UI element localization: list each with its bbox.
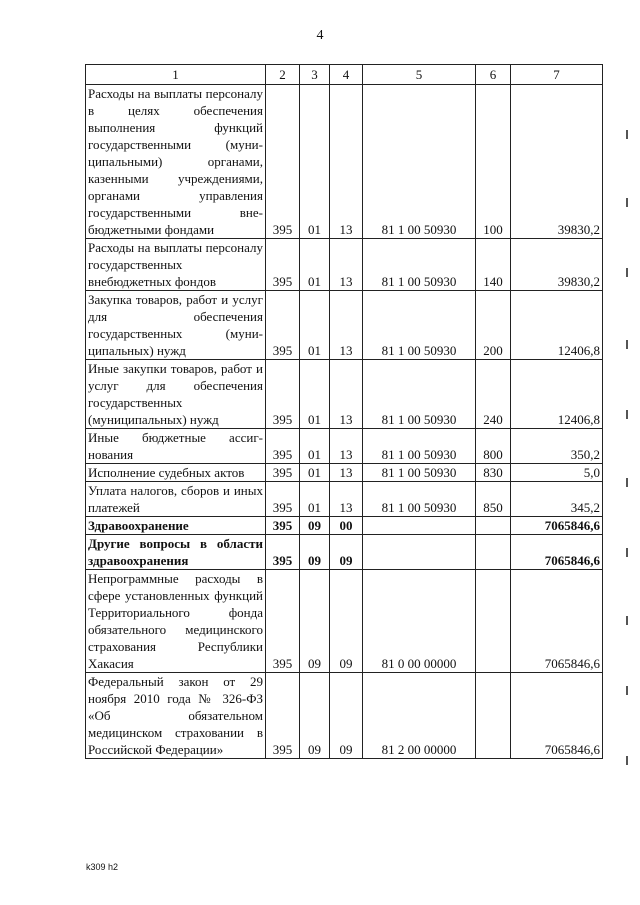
expense-type-cell: 240 [476,360,511,429]
chapter-code-cell: 01 [300,85,330,239]
table-row [86,291,603,360]
expense-type-cell: 100 [476,85,511,239]
expense-type-cell [476,517,511,535]
expense-type-cell [476,535,511,570]
scan-margin-mark [626,686,628,695]
subsection-code-cell: 13 [330,429,363,464]
scan-margin-mark [626,130,628,139]
target-article-cell [363,517,476,535]
table-row [86,239,603,291]
scan-margin-mark [626,198,628,207]
header-cell: 7 [511,65,603,85]
amount-cell: 350,2 [511,429,603,464]
target-article-cell: 81 1 00 50930 [363,239,476,291]
table-row [86,429,603,464]
scan-margin-mark [626,340,628,349]
row-name-cell: Расходы на выплаты персоналу государственных внебюджетных фондов [86,239,266,291]
subsection-code-cell: 13 [330,291,363,360]
table-row [86,482,603,517]
table-row [86,517,603,535]
chapter-code-cell: 01 [300,360,330,429]
row-name-cell: Исполнение судебных актов [86,464,266,482]
expense-type-cell [476,570,511,673]
row-name-cell: Здравоохранение [86,517,266,535]
header-cell: 5 [363,65,476,85]
section-code-cell: 395 [266,429,300,464]
table-row [86,85,603,239]
amount-cell: 7065846,6 [511,535,603,570]
row-name-cell: Федеральный закон от 29 ноября 2010 года № 326-ФЗ «Об обязательном медицинском страховании в Российской Федерации» [86,673,266,759]
expense-type-cell: 850 [476,482,511,517]
chapter-code-cell: 01 [300,429,330,464]
row-name-cell: Уплата налогов, сборов и иных платежей [86,482,266,517]
subsection-code-cell: 13 [330,482,363,517]
section-code-cell: 395 [266,517,300,535]
target-article-cell: 81 1 00 50930 [363,482,476,517]
footer-document-code: k309 h2 [86,862,119,872]
row-name-cell: Непрограммные расходы в сфере установленных функций Территориального фонда обязательного медицинского страхования Республики Хакасия [86,570,266,673]
target-article-cell: 81 2 00 00000 [363,673,476,759]
target-article-cell: 81 1 00 50930 [363,360,476,429]
subsection-code-cell: 13 [330,360,363,429]
amount-cell: 12406,8 [511,360,603,429]
chapter-code-cell: 09 [300,570,330,673]
expense-type-cell: 830 [476,464,511,482]
section-code-cell: 395 [266,464,300,482]
amount-cell: 39830,2 [511,239,603,291]
scan-margin-mark [626,756,628,765]
table-header-row [86,65,603,85]
scan-margin-mark [626,268,628,277]
chapter-code-cell: 09 [300,673,330,759]
target-article-cell: 81 1 00 50930 [363,85,476,239]
table-row [86,464,603,482]
header-cell: 4 [330,65,363,85]
target-article-cell: 81 1 00 50930 [363,429,476,464]
table-row [86,673,603,759]
table-row [86,535,603,570]
page-number: 4 [316,28,324,43]
subsection-code-cell: 13 [330,85,363,239]
target-article-cell [363,535,476,570]
header-cell: 1 [86,65,266,85]
row-name-cell: Иные закупки товаров, работ и услуг для обеспечения государственных (муниципальных) нужд [86,360,266,429]
target-article-cell: 81 1 00 50930 [363,291,476,360]
amount-cell: 12406,8 [511,291,603,360]
table-row [86,360,603,429]
chapter-code-cell: 01 [300,464,330,482]
section-code-cell: 395 [266,291,300,360]
amount-cell: 7065846,6 [511,673,603,759]
subsection-code-cell: 13 [330,239,363,291]
subsection-code-cell: 09 [330,535,363,570]
scan-margin-mark [626,478,628,487]
chapter-code-cell: 09 [300,535,330,570]
subsection-code-cell: 13 [330,464,363,482]
row-name-cell: Другие вопросы в области здравоохранения [86,535,266,570]
section-code-cell: 395 [266,360,300,429]
amount-cell: 5,0 [511,464,603,482]
chapter-code-cell: 01 [300,239,330,291]
expense-type-cell: 140 [476,239,511,291]
scan-margin-mark [626,410,628,419]
expense-type-cell: 800 [476,429,511,464]
chapter-code-cell: 09 [300,517,330,535]
scan-margin-mark [626,616,628,625]
section-code-cell: 395 [266,482,300,517]
row-name-cell: Иные бюджетные ассигнования [86,429,266,464]
target-article-cell: 81 1 00 50930 [363,464,476,482]
chapter-code-cell: 01 [300,482,330,517]
section-code-cell: 395 [266,535,300,570]
section-code-cell: 395 [266,85,300,239]
scan-margin-mark [626,548,628,557]
row-name-cell: Расходы на выплаты персоналу в целях обеспечения выполнения функций государственными (муниципальными) органами, казенными учреждениями, органами управления государственными внебюджетными фондами [86,85,266,239]
amount-cell: 39830,2 [511,85,603,239]
section-code-cell: 395 [266,673,300,759]
table-row [86,570,603,673]
expense-type-cell: 200 [476,291,511,360]
chapter-code-cell: 01 [300,291,330,360]
budget-table [85,64,603,759]
section-code-cell: 395 [266,570,300,673]
amount-cell: 7065846,6 [511,570,603,673]
target-article-cell: 81 0 00 00000 [363,570,476,673]
amount-cell: 7065846,6 [511,517,603,535]
subsection-code-cell: 09 [330,570,363,673]
header-cell: 6 [476,65,511,85]
section-code-cell: 395 [266,239,300,291]
subsection-code-cell: 00 [330,517,363,535]
header-cell: 3 [300,65,330,85]
amount-cell: 345,2 [511,482,603,517]
expense-type-cell [476,673,511,759]
row-name-cell: Закупка товаров, работ и услуг для обеспечения государственных (муниципальных) нужд [86,291,266,360]
header-cell: 2 [266,65,300,85]
subsection-code-cell: 09 [330,673,363,759]
